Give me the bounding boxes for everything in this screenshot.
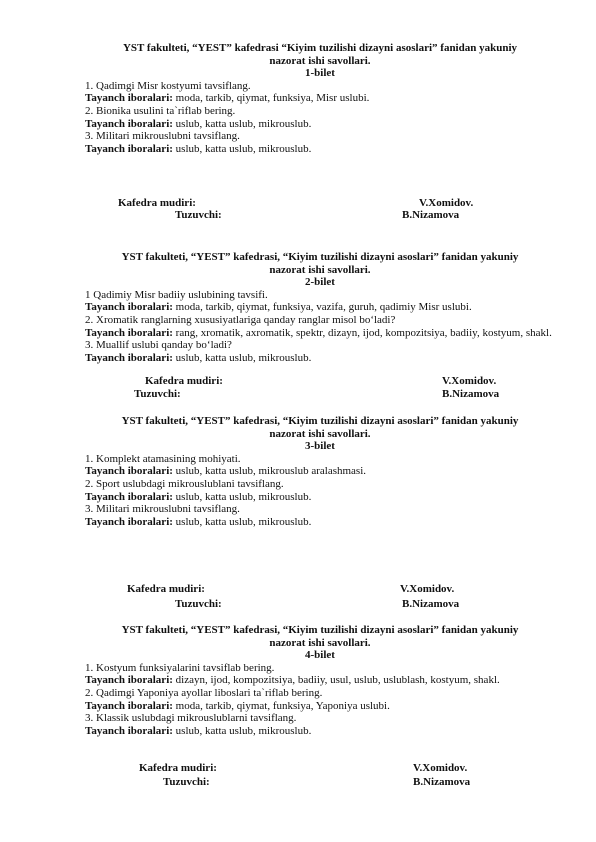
keywords-text: uslub, katta uslub, mikrouslub. — [172, 351, 312, 364]
keywords-text: uslub, katta uslub, mikrouslub aralashmasi. — [172, 465, 367, 478]
author-label: Tuzuvchi: — [175, 598, 222, 610]
question-2: 2. Qadimgi Yaponiya ayollar liboslari ta`riflab bering. — [85, 686, 323, 699]
question-2: 2. Sport uslubdagi mikrouslublani tavsiflang. — [85, 477, 284, 490]
question-2: 2. Xromatik ranglarning xususiyatlariga qanday ranglar misol bo‘ladi? — [85, 313, 396, 326]
keywords-2 — [85, 491, 555, 504]
ticket-number: 2-bilet — [305, 276, 335, 289]
question-3: 3. Militari mikrouslubni tavsiflang. — [85, 503, 240, 516]
keywords-1 — [85, 92, 555, 105]
dept-head-name: V.Xomidov. — [442, 375, 497, 387]
ticket-3 — [85, 415, 555, 528]
keywords-label: Tayanch iboralari: — [85, 326, 173, 339]
header-line-1: YST fakulteti, “YEST” kafedrasi, “Kiyim tuzilishi dizayni asoslari” fanidan yakuniy — [121, 415, 519, 427]
keywords-2 — [85, 327, 555, 340]
question-1: 1. Komplekt atamasining mohiyati. — [85, 452, 241, 465]
question-1: 1 Qadimiy Misr badiiy uslubining tavsifi. — [85, 288, 268, 301]
question-3: 3. Muallif uslubi qanday bo‘ladi? — [85, 339, 232, 352]
dept-head-label: Kafedra mudiri: — [145, 375, 223, 387]
ticket-4 — [85, 624, 555, 737]
author-label: Tuzuvchi: — [175, 209, 222, 221]
keywords-3 — [85, 516, 555, 529]
dept-head-name: V.Xomidov. — [400, 583, 455, 595]
keywords-label: Tayanch iboralari: — [85, 465, 173, 478]
keywords-2 — [85, 118, 555, 131]
keywords-text: moda, tarkib, qiymat, funksiya, Yaponiya uslubi. — [172, 699, 390, 712]
ticket-number: 4-bilet — [305, 649, 335, 662]
header-line-1: YST fakulteti, “YEST” kafedrasi, “Kiyim tuzilishi dizayni asoslari” fanidan yakuniy — [121, 251, 519, 263]
ticket-1 — [85, 42, 555, 155]
keywords-1 — [85, 465, 555, 478]
author-label: Tuzuvchi: — [134, 388, 181, 400]
dept-head-label: Kafedra mudiri: — [127, 583, 205, 595]
author-name: B.Nizamova — [402, 209, 460, 221]
question-3: 3. Militari mikrouslubni tavsiflang. — [85, 130, 240, 143]
keywords-label: Tayanch iboralari: — [85, 674, 173, 687]
ticket-2 — [85, 251, 555, 364]
header-line-2: nazorat ishi savollari. — [269, 54, 371, 67]
keywords-3 — [85, 143, 555, 156]
header-line-2: nazorat ishi savollari. — [269, 636, 371, 649]
header-line-1: YST fakulteti, “YEST” kafedrasi “Kiyim tuzilishi dizayni asoslari” fanidan yakuniy — [122, 42, 518, 54]
dept-head-name: V.Xomidov. — [413, 762, 468, 774]
keywords-text: rang, xromatik, axromatik, spektr, dizayn, ijod, kompozitsiya, badiiy, kostyum, shakl. — [172, 326, 552, 339]
author-name: B.Nizamova — [442, 388, 500, 400]
question-3: 3. Klassik uslubdagi mikrouslublarni tavsiflang. — [85, 712, 297, 725]
header-line-2: nazorat ishi savollari. — [269, 263, 371, 276]
question-1: 1. Qadimgi Misr kostyumi tavsiflang. — [85, 79, 251, 92]
ticket-header — [85, 251, 555, 289]
ticket-header — [85, 415, 555, 453]
question-2: 2. Bionika usulini ta`riflab bering. — [85, 104, 236, 117]
author-name: B.Nizamova — [402, 598, 460, 610]
keywords-3 — [85, 352, 555, 365]
dept-head-label: Kafedra mudiri: — [139, 762, 217, 774]
keywords-label: Tayanch iboralari: — [85, 142, 173, 155]
keywords-label: Tayanch iboralari: — [85, 301, 173, 314]
keywords-text: dizayn, ijod, kompozitsiya, badiiy, usul, uslub, uslublash, kostyum, shakl. — [172, 674, 500, 687]
keywords-text: uslub, katta uslub, mikrouslub. — [172, 515, 312, 528]
ticket-header — [85, 624, 555, 662]
header-line-1: YST fakulteti, “YEST” kafedrasi, “Kiyim tuzilishi dizayni asoslari” fanidan yakuniy — [121, 624, 519, 636]
keywords-text: moda, tarkib, qiymat, funksiya, vazifa, guruh, qadimiy Misr uslubi. — [172, 301, 472, 314]
ticket-number: 1-bilet — [305, 67, 335, 80]
keywords-label: Tayanch iboralari: — [85, 515, 173, 528]
keywords-label: Tayanch iboralari: — [85, 117, 173, 130]
keywords-label: Tayanch iboralari: — [85, 699, 173, 712]
keywords-text: uslub, katta uslub, mikrouslub. — [172, 142, 312, 155]
header-line-2: nazorat ishi savollari. — [269, 427, 371, 440]
keywords-text: uslub, katta uslub, mikrouslub. — [172, 490, 312, 503]
author-name: B.Nizamova — [413, 776, 471, 788]
keywords-label: Tayanch iboralari: — [85, 724, 173, 737]
dept-head-label: Kafedra mudiri: — [118, 197, 196, 209]
keywords-text: uslub, katta uslub, mikrouslub. — [172, 117, 312, 130]
keywords-label: Tayanch iboralari: — [85, 92, 173, 105]
ticket-header — [85, 42, 555, 80]
keywords-1 — [85, 301, 555, 314]
keywords-label: Tayanch iboralari: — [85, 490, 173, 503]
keywords-text: moda, tarkib, qiymat, funksiya, Misr uslubi. — [172, 92, 370, 105]
ticket-number: 3-bilet — [305, 440, 335, 453]
dept-head-name: V.Xomidov. — [419, 197, 474, 209]
keywords-3 — [85, 725, 555, 738]
author-label: Tuzuvchi: — [163, 776, 210, 788]
keywords-label: Tayanch iboralari: — [85, 351, 173, 364]
keywords-text: uslub, katta uslub, mikrouslub. — [172, 724, 312, 737]
keywords-2 — [85, 700, 555, 713]
keywords-1 — [85, 674, 555, 687]
question-1: 1. Kostyum funksiyalarini tavsiflab bering. — [85, 661, 275, 674]
